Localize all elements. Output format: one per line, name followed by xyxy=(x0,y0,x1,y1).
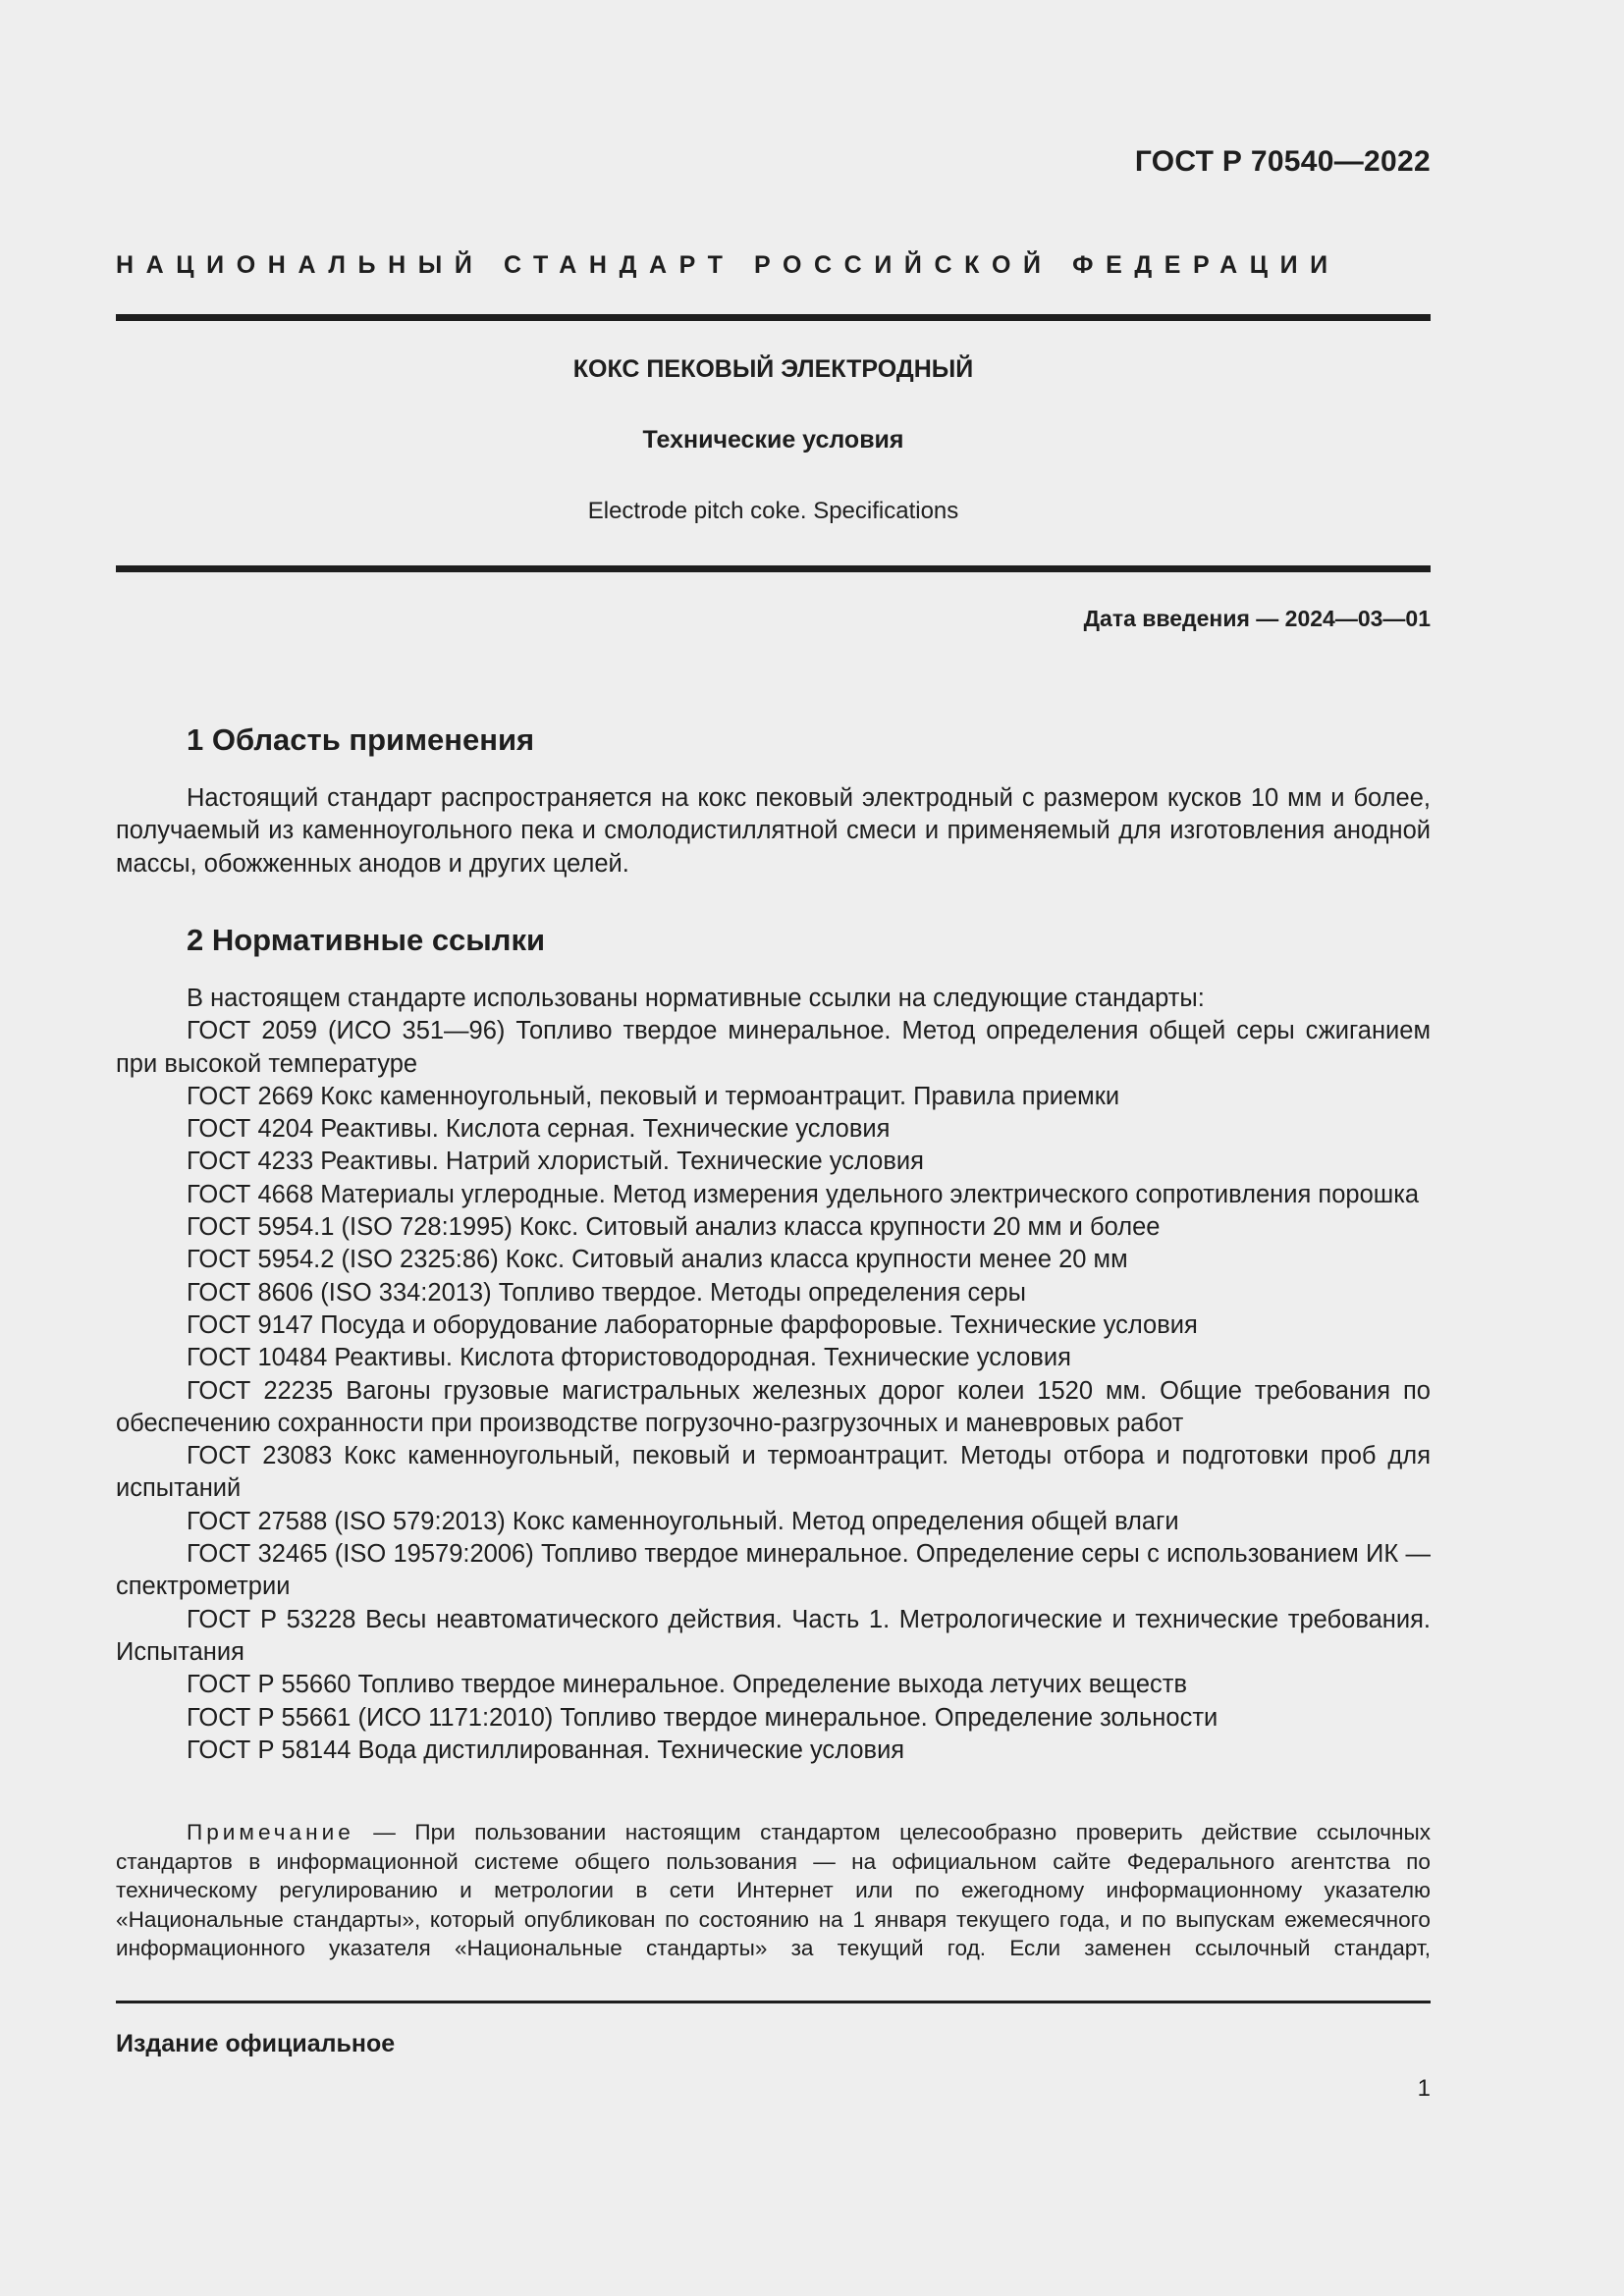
section-1-heading: 1 Область применения xyxy=(187,722,535,757)
note-label: Примечание xyxy=(187,1820,354,1844)
reference-item: ГОСТ Р 58144 Вода дистиллированная. Технические условия xyxy=(187,1735,905,1764)
note-text: — При пользовании настоящим стандартом целесообразно проверить действие ссылочных стандартов в информационной системе общего пользования — на официальном сайте Федерального агентства по техническому регулированию и метрологии в сети Интернет или по ежегодному информационному указателю «Национальные стандарты», который опубликован по состоянию на 1 января текущего года, и по выпускам ежемесячного информационного указателя «Национальные стандарты» за текущий год. Если заменен ссылочный стандарт, xyxy=(116,1820,1431,1961)
edition-label: Издание официальное xyxy=(116,2030,396,2057)
document-code: ГОСТ Р 70540—2022 xyxy=(1134,145,1431,178)
section-2-heading: 2 Нормативные ссылки xyxy=(187,923,546,957)
reference-item: ГОСТ 22235 Вагоны грузовые магистральных железных дорог колеи 1520 мм. Общие требования по обеспечению сохранности при производстве погрузочно-разгрузочных и маневровых работ xyxy=(116,1376,1431,1437)
reference-item: ГОСТ 4668 Материалы углеродные. Метод измерения удельного электрического сопротивления порошка xyxy=(187,1180,1420,1208)
reference-item: ГОСТ 27588 (ISO 579:2013) Кокс каменноугольный. Метод определения общей влаги xyxy=(187,1507,1179,1535)
reference-item: ГОСТ 10484 Реактивы. Кислота фтористоводородная. Технические условия xyxy=(187,1344,1071,1372)
reference-item: ГОСТ Р 55660 Топливо твердое минеральное. Определение выхода летучих веществ xyxy=(187,1671,1187,1699)
english-title: Electrode pitch coke. Specifications xyxy=(587,498,959,524)
note-paragraph xyxy=(116,1818,1431,1963)
reference-item: ГОСТ 2059 (ИСО 351—96) Топливо твердое минеральное. Метод определения общей серы сжиганием при высокой температуре xyxy=(116,1017,1431,1078)
references-note xyxy=(116,1818,1431,1963)
normative-references-list xyxy=(116,983,1431,1767)
reference-item: ГОСТ 2669 Кокс каменноугольный, пековый и термоантрацит. Правила приемки xyxy=(187,1082,1120,1110)
effective-date: Дата введения — 2024—03—01 xyxy=(1083,606,1431,631)
section-1-body xyxy=(116,782,1431,881)
reference-item: ГОСТ 23083 Кокс каменноугольный, пековый и термоантрацит. Методы отбора и подготовки проб для испытаний xyxy=(116,1442,1431,1503)
title-divider xyxy=(116,565,1431,572)
reference-item: ГОСТ 8606 (ISO 334:2013) Топливо твердое. Методы определения серы xyxy=(187,1278,1026,1307)
reference-item: ГОСТ 5954.1 (ISO 728:1995) Кокс. Ситовый анализ класса крупности 20 мм и более xyxy=(187,1213,1161,1242)
reference-item: ГОСТ Р 55661 (ИСО 1171:2010) Топливо твердое минеральное. Определение зольности xyxy=(187,1703,1218,1732)
reference-item: ГОСТ Р 53228 Весы неавтоматического действия. Часть 1. Метрологические и технические требования. Испытания xyxy=(116,1605,1431,1666)
reference-item: ГОСТ 4233 Реактивы. Натрий хлористый. Технические условия xyxy=(187,1148,924,1176)
document-title: КОКС ПЕКОВЫЙ ЭЛЕКТРОДНЫЙ xyxy=(572,355,974,383)
section-1-paragraph: Настоящий стандарт распространяется на кокс пековый электродный с размером кусков 10 мм и более, получаемый из каменноугольного пека и смолодистиллятной смеси и применяемый для изготовления анодной массы, обожженных анодов и других целей. xyxy=(116,784,1431,878)
reference-item: ГОСТ 5954.2 (ISO 2325:86) Кокс. Ситовый анализ класса крупности менее 20 мм xyxy=(187,1246,1128,1274)
references-intro: В настоящем стандарте использованы нормативные ссылки на следующие стандарты: xyxy=(187,985,1205,1012)
reference-item: ГОСТ 32465 (ISO 19579:2006) Топливо твердое минеральное. Определение серы с использованием ИК — спектрометрии xyxy=(116,1540,1431,1601)
top-divider xyxy=(116,314,1431,321)
footer-divider xyxy=(116,2001,1431,2003)
reference-item: ГОСТ 4204 Реактивы. Кислота серная. Технические условия xyxy=(187,1115,891,1144)
reference-item: ГОСТ 9147 Посуда и оборудование лабораторные фарфоровые. Технические условия xyxy=(187,1310,1198,1339)
document-subtitle: Технические условия xyxy=(642,426,904,454)
page-number: 1 xyxy=(1417,2075,1431,2102)
national-standard-banner: НАЦИОНАЛЬНЫЙ СТАНДАРТ РОССИЙСКОЙ ФЕДЕРАЦИИ xyxy=(116,251,1340,279)
